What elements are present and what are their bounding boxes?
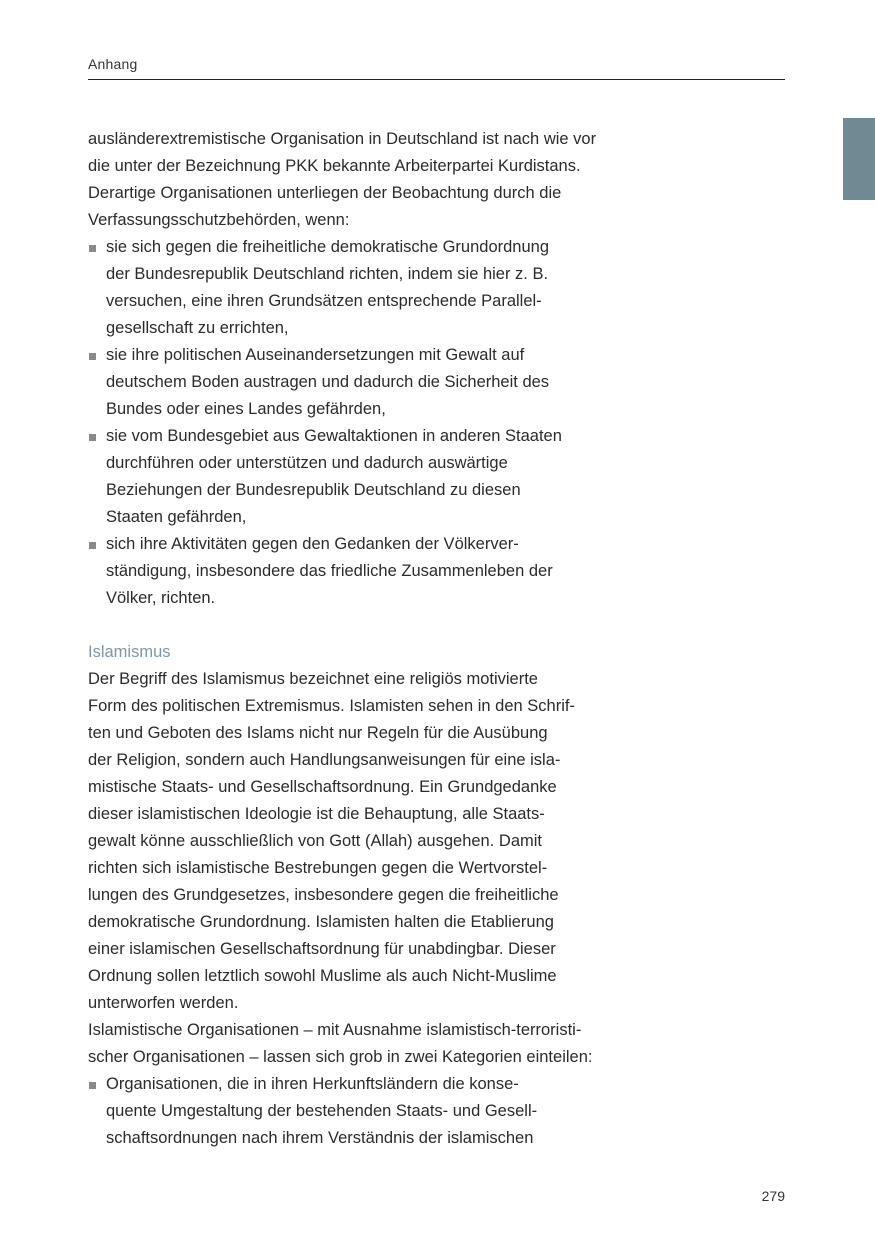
text-line: Staaten gefährden,: [106, 508, 247, 526]
text-line: Beziehungen der Bundesrepublik Deutschland zu diesen: [106, 481, 521, 499]
list-item: [88, 531, 605, 612]
text-line: ständigung, insbesondere das friedliche Zusammenleben der: [106, 562, 553, 580]
text-line: gewalt könne ausschließlich von Gott (Allah) ausgehen. Damit: [88, 832, 542, 850]
text-line: versuchen, eine ihren Grundsätzen entsprechende Parallel-: [106, 292, 542, 310]
text-line: dieser islamistischen Ideologie ist die Behauptung, alle Staats-: [88, 805, 545, 823]
text-line: schaftsordnungen nach ihrem Verständnis der islamischen: [106, 1129, 534, 1147]
text-line: richten sich islamistische Bestrebungen gegen die Wertvorstel-: [88, 859, 548, 877]
list-item: [88, 234, 605, 342]
text-line: sie ihre politischen Auseinandersetzungen mit Gewalt auf: [106, 346, 525, 364]
text-line: sie vom Bundesgebiet aus Gewaltaktionen in anderen Staaten: [106, 427, 562, 445]
section-heading: Islamismus: [88, 643, 171, 661]
text-line: Verfassungsschutzbehörden, wenn:: [88, 211, 350, 229]
text-line: Bundes oder eines Landes gefährden,: [106, 400, 386, 418]
text-line: unterworfen werden.: [88, 994, 239, 1012]
running-header: Anhang: [88, 56, 138, 72]
text-line: Völker, richten.: [106, 589, 216, 607]
text-line: Der Begriff des Islamismus bezeichnet eine religiös motivierte: [88, 670, 538, 688]
text-line: Form des politischen Extremismus. Islamisten sehen in den Schrif-: [88, 697, 575, 715]
list-item: [88, 1071, 605, 1152]
header-rule: [88, 79, 785, 80]
text-line: ten und Geboten des Islams nicht nur Regeln für die Ausübung: [88, 724, 548, 742]
categories-list: [88, 1071, 605, 1152]
text-line: ausländerextremistische Organisation in Deutschland ist nach wie vor: [88, 130, 597, 148]
text-line: deutschem Boden austragen und dadurch die Sicherheit des: [106, 373, 550, 391]
islamism-paragraph: [88, 666, 605, 1017]
text-line: Islamistische Organisationen – mit Ausnahme islamistisch-terroristi-: [88, 1021, 582, 1039]
organisations-paragraph: [88, 1017, 605, 1071]
chapter-tab-marker: [843, 118, 875, 200]
text-line: Derartige Organisationen unterliegen der Beobachtung durch die: [88, 184, 562, 202]
text-line: einer islamischen Gesellschaftsordnung für unabdingbar. Dieser: [88, 940, 556, 958]
page-number: 279: [761, 1188, 785, 1204]
text-line: lungen des Grundgesetzes, insbesondere gegen die freiheitliche: [88, 886, 559, 904]
text-line: sie sich gegen die freiheitliche demokratische Grundordnung: [106, 238, 550, 256]
text-line: durchführen oder unterstützen und dadurch auswärtige: [106, 454, 508, 472]
list-item: [88, 342, 605, 423]
text-line: der Religion, sondern auch Handlungsanweisungen für eine isla-: [88, 751, 561, 769]
list-item: [88, 423, 605, 531]
text-line: Ordnung sollen letztlich sowohl Muslime als auch Nicht-Muslime: [88, 967, 557, 985]
text-line: demokratische Grundordnung. Islamisten halten die Etablierung: [88, 913, 554, 931]
conditions-list: [88, 234, 605, 612]
text-line: der Bundesrepublik Deutschland richten, indem sie hier z. B.: [106, 265, 549, 283]
text-line: Organisationen, die in ihren Herkunftsländern die konse-: [106, 1075, 519, 1093]
text-line: quente Umgestaltung der bestehenden Staats- und Gesell-: [106, 1102, 538, 1120]
text-line: sich ihre Aktivitäten gegen den Gedanken der Völkerver-: [106, 535, 519, 553]
text-line: die unter der Bezeichnung PKK bekannte Arbeiterpartei Kurdistans.: [88, 157, 581, 175]
text-line: mistische Staats- und Gesellschaftsordnung. Ein Grundgedanke: [88, 778, 557, 796]
main-text: [88, 126, 605, 1152]
text-line: scher Organisationen – lassen sich grob in zwei Kategorien einteilen:: [88, 1048, 593, 1066]
intro-paragraph: [88, 126, 605, 234]
text-line: gesellschaft zu errichten,: [106, 319, 289, 337]
